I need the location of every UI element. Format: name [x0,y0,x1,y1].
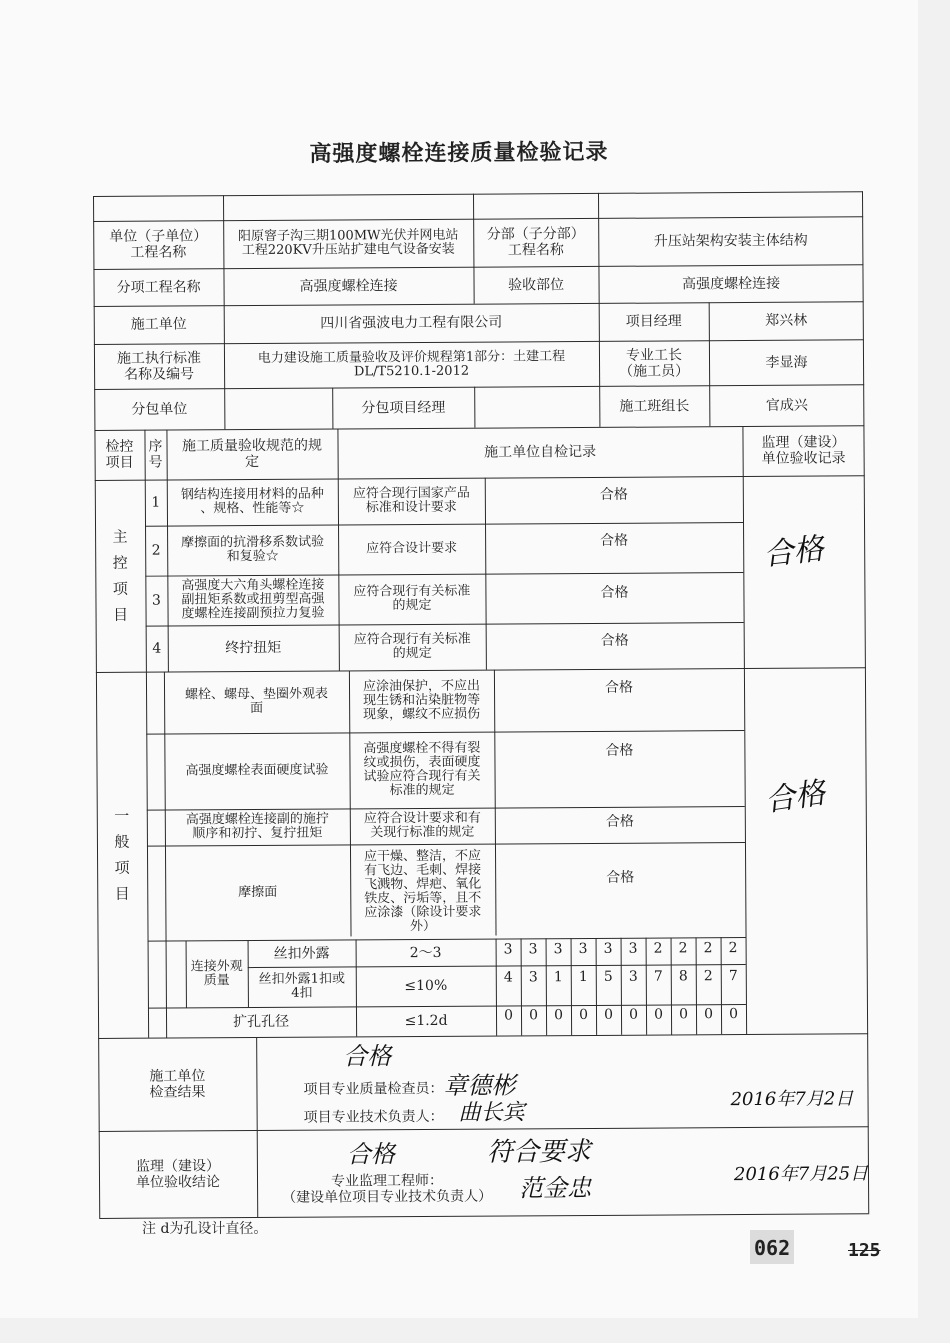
main-item-result: 合格 [599,486,628,503]
general-item-name: 高强度螺栓表面硬度试验 [185,762,329,779]
old-page-number: 125 [848,1240,881,1261]
measure-value: 3 [553,941,563,958]
measure-value: 0 [628,1006,639,1023]
main-item-seq: 3 [151,592,161,609]
measure-value: 0 [603,1006,614,1023]
tech-lead-signature: 曲长宾 [458,1100,525,1126]
main-item-result: 合格 [600,532,629,549]
main-item-name: 高强度大六角头螺栓连接 副扭矩系数或扭剪型高强 度螺栓连接副预拉力复验 [181,577,325,622]
supervision-date: 2016年7月25日 [733,1163,869,1186]
measure-value: 3 [628,940,638,957]
general-item-req: 应涂油保护，不应出 现生锈和沾染脏物等 现象，螺纹不应损伤 [362,678,481,723]
appearance-row-name: 丝扣外露 [273,945,330,962]
foreman-label: 专业工长 （施工员） [619,346,690,380]
document-title: 高强度螺栓连接质量检验记录 [309,139,609,168]
measure-value: 0 [528,1007,539,1024]
measure-value: 3 [528,969,538,986]
measure-value: 3 [578,940,588,958]
inspection-form-table [93,191,869,1221]
unit-value: 阳原窨子沟三期100MW光伏并网电站 工程220KV升压站扩建电气设备安装 [237,227,459,259]
sub-label: 分包单位 [131,400,188,418]
measure-value: 3 [503,941,513,958]
measure-value: 0 [578,1006,589,1024]
general-item-name: 螺栓、螺母、垫圈外观表 面 [184,686,329,717]
main-item-result: 合格 [600,632,629,649]
general-item-name: 高强度螺栓连接副的施拧 顺序和初拧、复拧扭矩 [185,811,329,842]
supervision-handwritten: 合格 [346,1140,395,1169]
accept-part-label: 验收部位 [508,276,565,293]
measure-value: 0 [728,1006,739,1023]
accept-part-value: 高强度螺栓连接 [681,275,781,292]
measure-value: 2 [678,940,688,957]
footnote: 注 d为孔设计直径。 [142,1221,268,1237]
main-item-req: 应符合现行国家产品 标准和设计要求 [352,485,470,516]
item-value: 高强度螺栓连接 [299,277,398,295]
main-item-req: 应符合现行有关标准 的规定 [353,583,471,614]
measure-value: 0 [703,1006,714,1023]
measure-value: 0 [553,1007,564,1024]
appearance-row-req: ≤10% [404,977,448,995]
page-number: 062 [754,1236,791,1260]
general-item-req: 高强度螺栓不得有裂 纹或损伤，表面硬度 试验应符合现行有关 标准的规定 [363,740,481,799]
inspector-label: 项目专业质量检查员： [303,1080,444,1098]
appearance-label: 连接外观 质量 [190,958,243,988]
unit-label: 单位（子单位） 工程名称 [109,228,208,261]
supervision-handwritten-2: 符合要求 [486,1136,591,1168]
tech-lead-label: 项目专业技术负责人： [303,1108,444,1126]
measure-value: 5 [603,968,613,985]
measure-value: 4 [503,969,513,986]
measure-value: 3 [603,940,613,957]
main-item-req: 应符合现行有关标准 的规定 [353,631,471,662]
construction-date: 2016年7月2日 [730,1088,854,1111]
supervisor-engineer-signature: 范金忠 [518,1173,592,1203]
section-value: 升压站架构安装主体结构 [653,232,808,250]
pm-value: 郑兴林 [765,312,808,329]
general-item-result: 合格 [606,869,635,886]
standard-label: 施工执行标准 名称及编号 [116,349,202,383]
supervisor-main-handwritten: 合格 [761,531,826,573]
hole-req: ≤1.2d [404,1012,448,1030]
col-self-check: 施工单位自检记录 [484,443,597,461]
inspector-signature: 章德彬 [443,1071,516,1100]
foreman-value: 李显海 [765,354,808,371]
pm-label: 项目经理 [625,313,682,330]
general-item-req: 应符合设计要求和有 关现行标准的规定 [363,810,481,841]
section-label: 分部（子分部） 工程名称 [486,225,585,259]
measure-value: 0 [503,1007,514,1024]
construction-result-handwritten: 合格 [343,1042,392,1071]
team-leader-value: 官成兴 [765,397,808,414]
main-item-name: 摩擦面的抗滑移系数试验 和复验☆ [181,534,325,565]
general-group-label: 一 般 项 目 [114,806,130,903]
measure-value: 8 [678,968,688,985]
col-seq: 序 号 [148,438,163,471]
sub-pm-label: 分包项目经理 [361,399,446,416]
main-item-result: 合格 [600,584,629,601]
measure-value: 0 [678,1006,689,1023]
main-item-seq: 2 [151,542,161,559]
appearance-row-req: 2～3 [409,944,442,961]
standard-value: 电力建设施工质量验收及评价规程第1部分：土建工程 DL/T5210.1-2012 [257,348,566,379]
contractor-value: 四川省强波电力工程有限公司 [320,314,503,332]
appearance-row-name: 丝扣外露1扣或 4扣 [258,971,345,1001]
supervisor-engineer-label: 专业监理工程师： （建设单位项目专业技术负责人） [282,1172,493,1206]
measure-value: 2 [653,940,663,957]
measure-value: 0 [653,1006,664,1023]
measure-value: 7 [653,968,663,985]
main-item-seq: 1 [151,494,161,511]
measure-value: 1 [553,969,563,986]
contractor-label: 施工单位 [130,316,187,333]
general-item-result: 合格 [605,813,634,830]
main-group-label: 主 控 项 目 [112,527,129,624]
measure-value: 2 [703,940,713,957]
col-spec: 施工质量验收规范的规 定 [181,437,323,471]
measure-value: 3 [628,968,638,985]
construction-result-label: 施工单位 检查结果 [149,1067,206,1101]
paper-edge-bottom [0,1318,950,1343]
measure-value: 7 [728,968,738,985]
paper-edge-right [918,0,950,1343]
main-item-seq: 4 [152,640,162,657]
measure-value: 3 [528,941,538,958]
main-item-name: 钢结构连接用材料的品种 、规格、性能等☆ [180,486,324,517]
general-item-result: 合格 [605,742,634,759]
general-item-name: 摩擦面 [238,884,278,900]
main-item-name: 终拧扭矩 [225,639,282,657]
team-leader-label: 施工班组长 [619,397,690,415]
general-item-result: 合格 [604,679,634,696]
col-supervisor: 监理（建设） 单位验收记录 [761,434,846,467]
item-label: 分项工程名称 [116,278,201,296]
supervisor-general-handwritten: 合格 [762,775,828,819]
general-item-req: 应干燥、整洁，不应 有飞边、毛刺、焊接 飞溅物、焊疤、氧化 铁皮、污垢等，且不 应涂漆（除设计要求 外） [363,848,482,934]
supervision-conclusion-label: 监理（建设） 单位验收结论 [135,1157,221,1191]
hole-name: 扩孔孔径 [233,1013,290,1031]
main-item-req: 应符合设计要求 [366,540,458,557]
measure-value: 2 [703,968,713,985]
measure-value: 2 [728,940,738,957]
measure-value: 1 [578,968,588,986]
col-control-item: 检控 项目 [105,438,134,471]
